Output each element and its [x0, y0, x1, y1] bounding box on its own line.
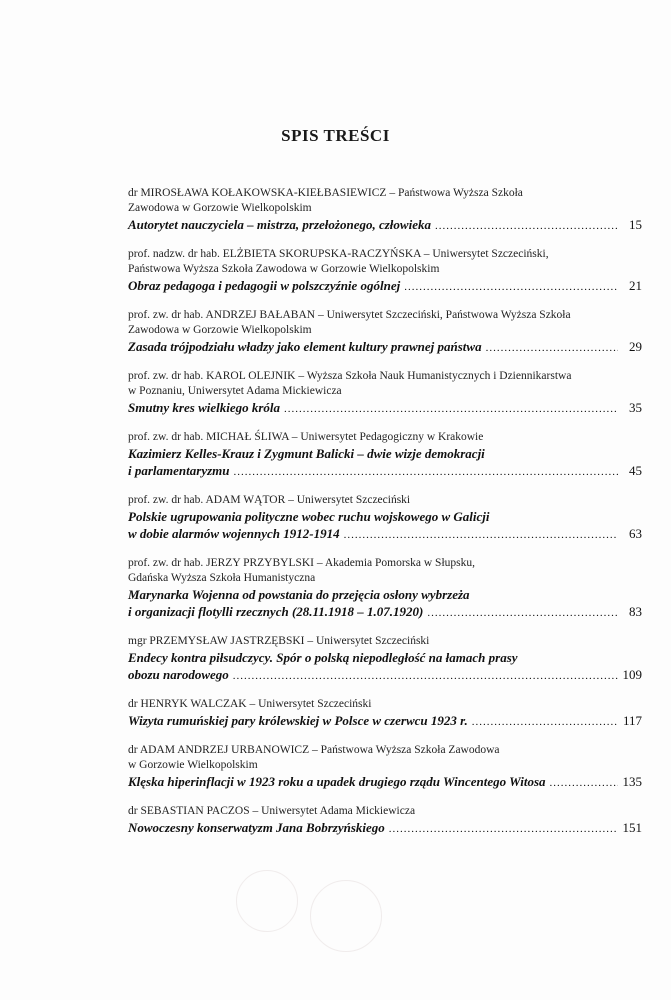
toc-entry-title: Klęska hiperinflacji w 1923 roku a upadek drugiego rządu Wincentego Witosa [128, 774, 546, 789]
toc-entry [128, 186, 642, 235]
leader-dots [284, 401, 618, 418]
toc-entry-author: w Gorzowie Wielkopolskim [128, 759, 258, 771]
toc-entry-title-line [128, 525, 642, 544]
page-number: 109 [622, 667, 642, 682]
page-number: 45 [629, 463, 642, 478]
toc-entry-author: Gdańska Wyższa Szkoła Humanistyczna [128, 572, 316, 584]
leader-dots [233, 668, 618, 685]
page-number: 15 [629, 217, 642, 232]
toc-entry [128, 804, 642, 838]
toc-entry-author: prof. zw. dr hab. MICHAŁ ŚLIWA – Uniwersytet Pedagogiczny w Krakowie [128, 431, 484, 443]
toc-entry-author: Zawodowa w Gorzowie Wielkopolskim [128, 324, 312, 336]
toc-entry-author: prof. zw. dr hab. ADAM WĄTOR – Uniwersytet Szczeciński [128, 494, 411, 506]
toc-entry-title-line [128, 216, 642, 235]
page-number: 117 [622, 713, 642, 728]
leader-dots [404, 279, 618, 296]
toc-entry-title: i parlamentaryzmu [128, 463, 230, 478]
toc-entry-title-line [128, 819, 642, 838]
toc-entry-title: Marynarka Wojenna od powstania do przejęcia osłony wybrzeża [128, 587, 470, 602]
page-number: 135 [622, 774, 642, 789]
toc-entry-title: Polskie ugrupowania polityczne wobec ruchu wojskowego w Galicji [128, 509, 490, 524]
toc-entry [128, 634, 642, 685]
toc-entry [128, 556, 642, 622]
toc-entry-title: obozu narodowego [128, 667, 229, 682]
leader-dots [472, 714, 618, 731]
toc-entry-title-line [128, 277, 642, 296]
toc-entry-author: prof. zw. dr hab. KAROL OLEJNIK – Wyższa Szkoła Nauk Humanistycznych i Dziennikarstwa [128, 370, 572, 382]
toc-entry [128, 247, 642, 296]
toc-entry [128, 369, 642, 418]
page-number: 83 [629, 604, 642, 619]
toc-entry-author: dr SEBASTIAN PACZOS – Uniwersytet Adama Mickiewicza [128, 805, 416, 817]
toc-entry-title: Autorytet nauczyciela – mistrza, przełożonego, człowieka [128, 217, 431, 232]
toc-entry-title-line [128, 773, 642, 792]
page-title: SPIS TREŚCI [281, 126, 390, 145]
toc-entry-author: prof. zw. dr hab. JERZY PRZYBYLSKI – Akademia Pomorska w Słupsku, [128, 557, 475, 569]
toc-entry-author: w Poznaniu, Uniwersytet Adama Mickiewicza [128, 385, 342, 397]
leader-dots [550, 775, 619, 792]
toc-entry [128, 308, 642, 357]
toc-entry [128, 697, 642, 731]
toc-entry-title-line [128, 603, 642, 622]
toc-entry-author: dr ADAM ANDRZEJ URBANOWICZ – Państwowa Wyższa Szkoła Zawodowa [128, 744, 500, 756]
page-number: 63 [629, 526, 642, 541]
toc-entry-author: mgr PRZEMYSŁAW JASTRZĘBSKI – Uniwersytet Szczeciński [128, 635, 430, 647]
library-stamp-icon [236, 870, 298, 932]
toc-entry-author: Zawodowa w Gorzowie Wielkopolskim [128, 202, 312, 214]
toc-entry [128, 743, 642, 792]
leader-dots [344, 527, 618, 544]
toc-entry-title: Nowoczesny konserwatyzm Jana Bobrzyńskiego [128, 820, 385, 835]
toc-entry [128, 493, 642, 544]
toc-entry-title: Obraz pedagoga i pedagogii w polszczyźnie ogólnej [128, 278, 401, 293]
toc-entry-title-line [128, 462, 642, 481]
leader-dots [234, 464, 619, 481]
toc-entry-title: Kazimierz Kelles-Krauz i Zygmunt Balicki – dwie wizje demokracji [128, 446, 485, 461]
toc-entry-author: dr MIROSŁAWA KOŁAKOWSKA-KIEŁBASIEWICZ – Państwowa Wyższa Szkoła [128, 187, 523, 199]
toc-entry-title: Endecy kontra piłsudczycy. Spór o polską niepodległość na łamach prasy [128, 650, 518, 665]
page-number: 29 [629, 339, 642, 354]
toc-entry-title-line [128, 666, 642, 685]
page-number: 21 [629, 278, 642, 293]
toc-entry-title: Smutny kres wielkiego króla [128, 400, 281, 415]
toc-entry-author: dr HENRYK WALCZAK – Uniwersytet Szczeciński [128, 698, 372, 710]
page-number: 151 [622, 820, 642, 835]
leader-dots [427, 605, 618, 622]
page-number: 35 [629, 400, 642, 415]
toc-entry-title: w dobie alarmów wojennych 1912-1914 [128, 526, 340, 541]
toc-entry-title: Zasada trójpodziału władzy jako element kultury prawnej państwa [128, 339, 482, 354]
toc-entry-title-line [128, 712, 642, 731]
toc-entry-title: i organizacji flotylli rzecznych (28.11.1918 – 1.07.1920) [128, 604, 424, 619]
toc-entry-author: prof. zw. dr hab. ANDRZEJ BAŁABAN – Uniwersytet Szczeciński, Państwowa Wyższa Szkoła [128, 309, 571, 321]
toc-entry-title-line [128, 338, 642, 357]
leader-dots [486, 340, 618, 357]
toc-entry-author: Państwowa Wyższa Szkoła Zawodowa w Gorzowie Wielkopolskim [128, 263, 440, 275]
leader-dots [435, 218, 618, 235]
toc-entry-title-line [128, 399, 642, 418]
toc-entry-title: Wizyta rumuńskiej pary królewskiej w Polsce w czerwcu 1923 r. [128, 713, 468, 728]
library-stamp-icon [310, 880, 382, 952]
table-of-contents [128, 186, 642, 850]
toc-entry [128, 430, 642, 481]
leader-dots [389, 821, 618, 838]
toc-entry-author: prof. nadzw. dr hab. ELŻBIETA SKORUPSKA-RACZYŃSKA – Uniwersytet Szczeciński, [128, 248, 549, 260]
